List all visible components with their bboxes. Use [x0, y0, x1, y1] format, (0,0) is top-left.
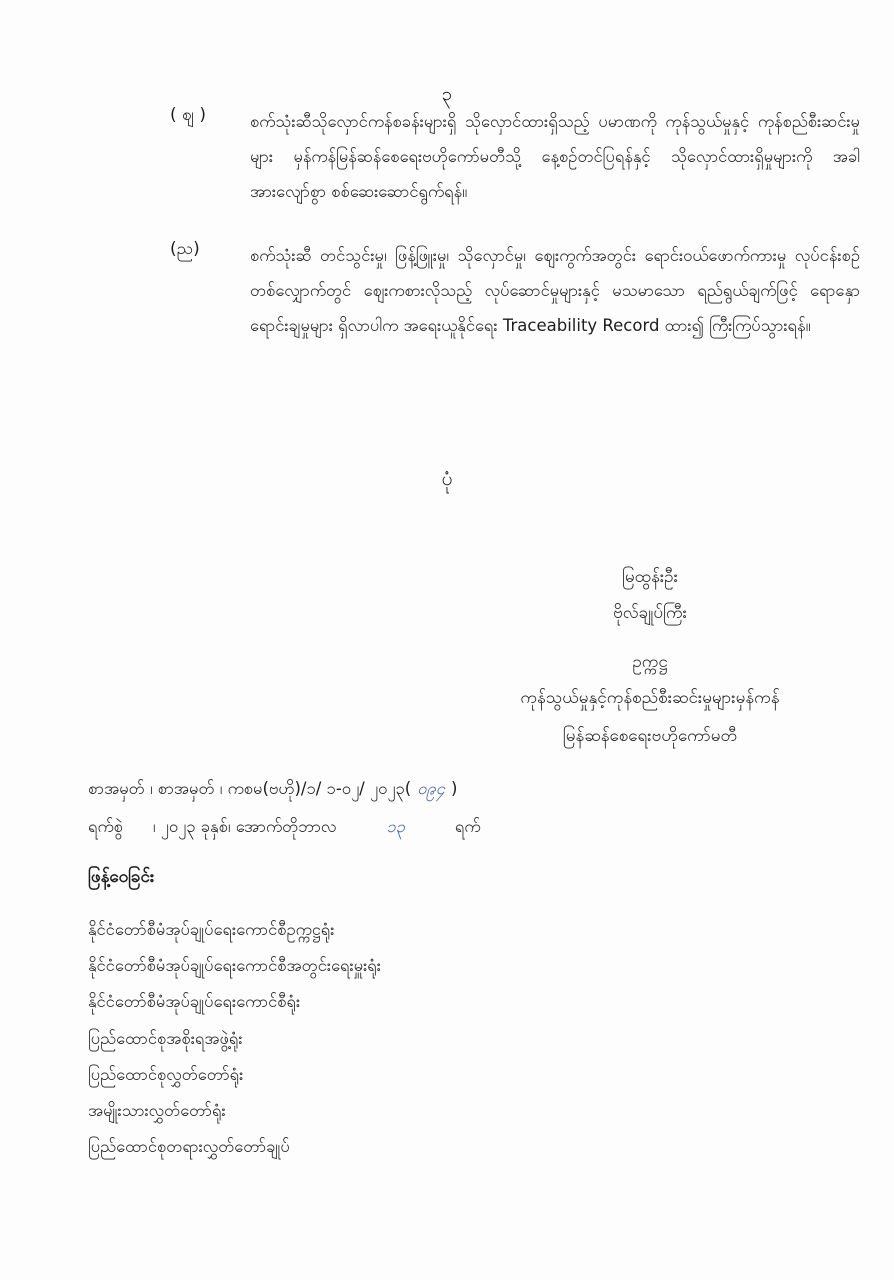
signature-mark: ပုံ [441, 468, 453, 490]
handwritten-day: ၁၃ [386, 817, 405, 836]
document-date [88, 817, 481, 841]
date-month-year: ၊ ၂၀၂၃ ခုနှစ်၊ အောက်တိုဘာလ [152, 817, 337, 836]
distribution-list [88, 912, 381, 1165]
signatory-title: ဥက္ကဋ္ဌ [632, 652, 668, 672]
distribution-heading: ဖြန့်ဝေခြင်း [88, 867, 155, 887]
page-number: ၃ [441, 83, 453, 105]
date-label: ရက်စွဲ [88, 817, 123, 836]
handwritten-reference-number: ၀၉၄ [417, 779, 446, 798]
signatory-organization-line2: မြန်ဆန်စေရေးဗဟိုကော်မတီ [562, 726, 738, 746]
signatory-organization-line1: ကုန်သွယ်မှုနှင့်ကုန်စည်စီးဆင်းမှုများမှန်ကန် [520, 688, 780, 708]
clause-text: စက်သုံးဆီ တင်သွင်းမှု၊ ဖြန့်ဖြူးမှု၊ သိုလှောင်မှု၊ ဈေးကွက်အတွင်း ရောင်းဝယ်ဖောက်ကားမှု လုပ်ငန်းစဉ်တစ်လျှောက်တွင် ဈေးကစားလိုသည့် လုပ်ဆောင်မှုများနှင့် မသမာသော ရည်ရွယ်ချက်ဖြင့် ရောနှောရောင်းချမှုများ ရှိလာပါက အရေးယူနိုင်ရေး Traceability Record ထား၍ ကြီးကြပ်သွားရန်။ [250, 246, 860, 335]
distribution-recipient: နိုင်ငံတော်စီမံအုပ်ချုပ်ရေးကောင်စီအတွင်းရေးမှူးရုံး [88, 956, 381, 976]
signatory-name: မြထွန်းဦး [622, 567, 678, 587]
date-suffix: ရက် [454, 817, 481, 836]
distribution-recipient: နိုင်ငံတော်စီမံအုပ်ချုပ်ရေးကောင်စီဥက္ကဋ္ဌရုံး [88, 920, 335, 939]
distribution-recipient: နိုင်ငံတော်စီမံအုပ်ချုပ်ရေးကောင်စီရုံး [88, 992, 301, 1012]
signatory-rank: ဗိုလ်ချုပ်ကြီး [613, 603, 687, 623]
clause-label: ( ဈ ) [170, 105, 207, 125]
distribution-recipient: ပြည်ထောင်စုလွှတ်တော်ရုံး [88, 1064, 244, 1084]
distribution-recipient: အမျိုးသားလွှတ်တော်ရုံး [88, 1100, 226, 1120]
clause-text: စက်သုံးဆီသိုလှောင်ကန်စခန်းများရှိ သိုလှောင်ထားရှိသည့် ပမာဏကို ကုန်သွယ်မှုနှင့် ကုန်စည်စီးဆင်းမှုများ မှန်ကန်မြန်ဆန်စေရေးဗဟိုကော်မတီသို့ နေ့စဉ်တင်ပြရန်နှင့် သိုလှောင်ထားရှိမှုများကို အခါအားလျော်စွာ စစ်ဆေးဆောင်ရွက်ရန်။ [250, 112, 860, 201]
reference-prefix: စာအမှတ် ၊ စာအမှတ် ၊ ကစမ(ဗဟို)/၁/ ၁-၀၂/ ၂၀၂၃( [88, 779, 412, 798]
reference-number [88, 779, 457, 803]
clause-label: (ည) [170, 239, 200, 259]
distribution-recipient: ပြည်ထောင်စုအစိုးရအဖွဲ့ရုံး [88, 1028, 243, 1048]
distribution-recipient: ပြည်ထောင်စုတရားလွှတ်တော်ချုပ် [88, 1137, 290, 1157]
reference-suffix: ) [451, 779, 458, 798]
